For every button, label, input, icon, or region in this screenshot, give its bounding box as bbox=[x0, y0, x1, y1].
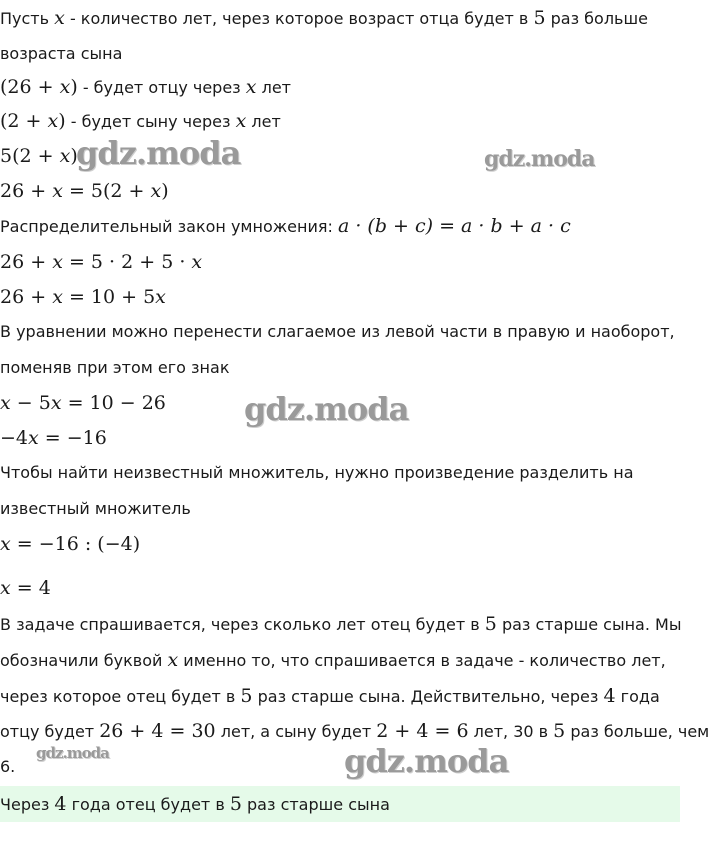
solution-line: В задаче спрашивается, через сколько лет отец будет в 5 раз старше сына. Мы bbox=[0, 613, 682, 635]
solution-line: известный множитель bbox=[0, 499, 191, 518]
solution-line: В уравнении можно перенести слагаемое из левой части в правую и наоборот, bbox=[0, 322, 675, 341]
math-line: 26 + x = 10 + 5x bbox=[0, 286, 166, 308]
solution-line: обозначили буквой x именно то, что спрашивается в задаче - количество лет, bbox=[0, 649, 666, 671]
watermark: gdz.moda bbox=[76, 134, 241, 172]
math-line: x = 4 bbox=[0, 577, 51, 599]
watermark: gdz.moda bbox=[36, 744, 109, 762]
solution-line: Пусть x - количество лет, через которое возраст отца будет в 5 раз больше bbox=[0, 7, 648, 29]
math-line: x − 5x = 10 − 26 bbox=[0, 392, 166, 414]
answer-text: Через 4 года отец будет в 5 раз старше сына bbox=[0, 793, 390, 815]
watermark: gdz.moda bbox=[244, 390, 409, 428]
math-line: 26 + x = 5(2 + x) bbox=[0, 180, 169, 202]
math-line: −4x = −16 bbox=[0, 427, 107, 449]
solution-line: возраста сына bbox=[0, 44, 123, 63]
watermark: gdz.moda bbox=[344, 742, 509, 780]
solution-line: (2 + x) - будет сыну через x лет bbox=[0, 110, 281, 132]
math-line: 5(2 + x) bbox=[0, 145, 78, 167]
solution-line: 6. bbox=[0, 757, 16, 776]
solution-line: отцу будет 26 + 4 = 30 лет, а сыну будет 2 + 4 = 6 лет, 30 в 5 раз больше, чем bbox=[0, 720, 709, 742]
solution-line: Чтобы найти неизвестный множитель, нужно произведение разделить на bbox=[0, 463, 634, 482]
watermark: gdz.moda bbox=[484, 146, 595, 172]
answer-box bbox=[0, 786, 680, 822]
solution-line: поменяв при этом его знак bbox=[0, 358, 230, 377]
math-line: x = −16 : (−4) bbox=[0, 533, 141, 555]
solution-line: через которое отец будет в 5 раз старше сына. Действительно, через 4 года bbox=[0, 685, 660, 707]
math-line: 26 + x = 5 · 2 + 5 · x bbox=[0, 251, 203, 273]
solution-line: (26 + x) - будет отцу через x лет bbox=[0, 76, 291, 98]
solution-line: Распределительный закон умножения: a · (b + c) = a · b + a · c bbox=[0, 215, 571, 237]
